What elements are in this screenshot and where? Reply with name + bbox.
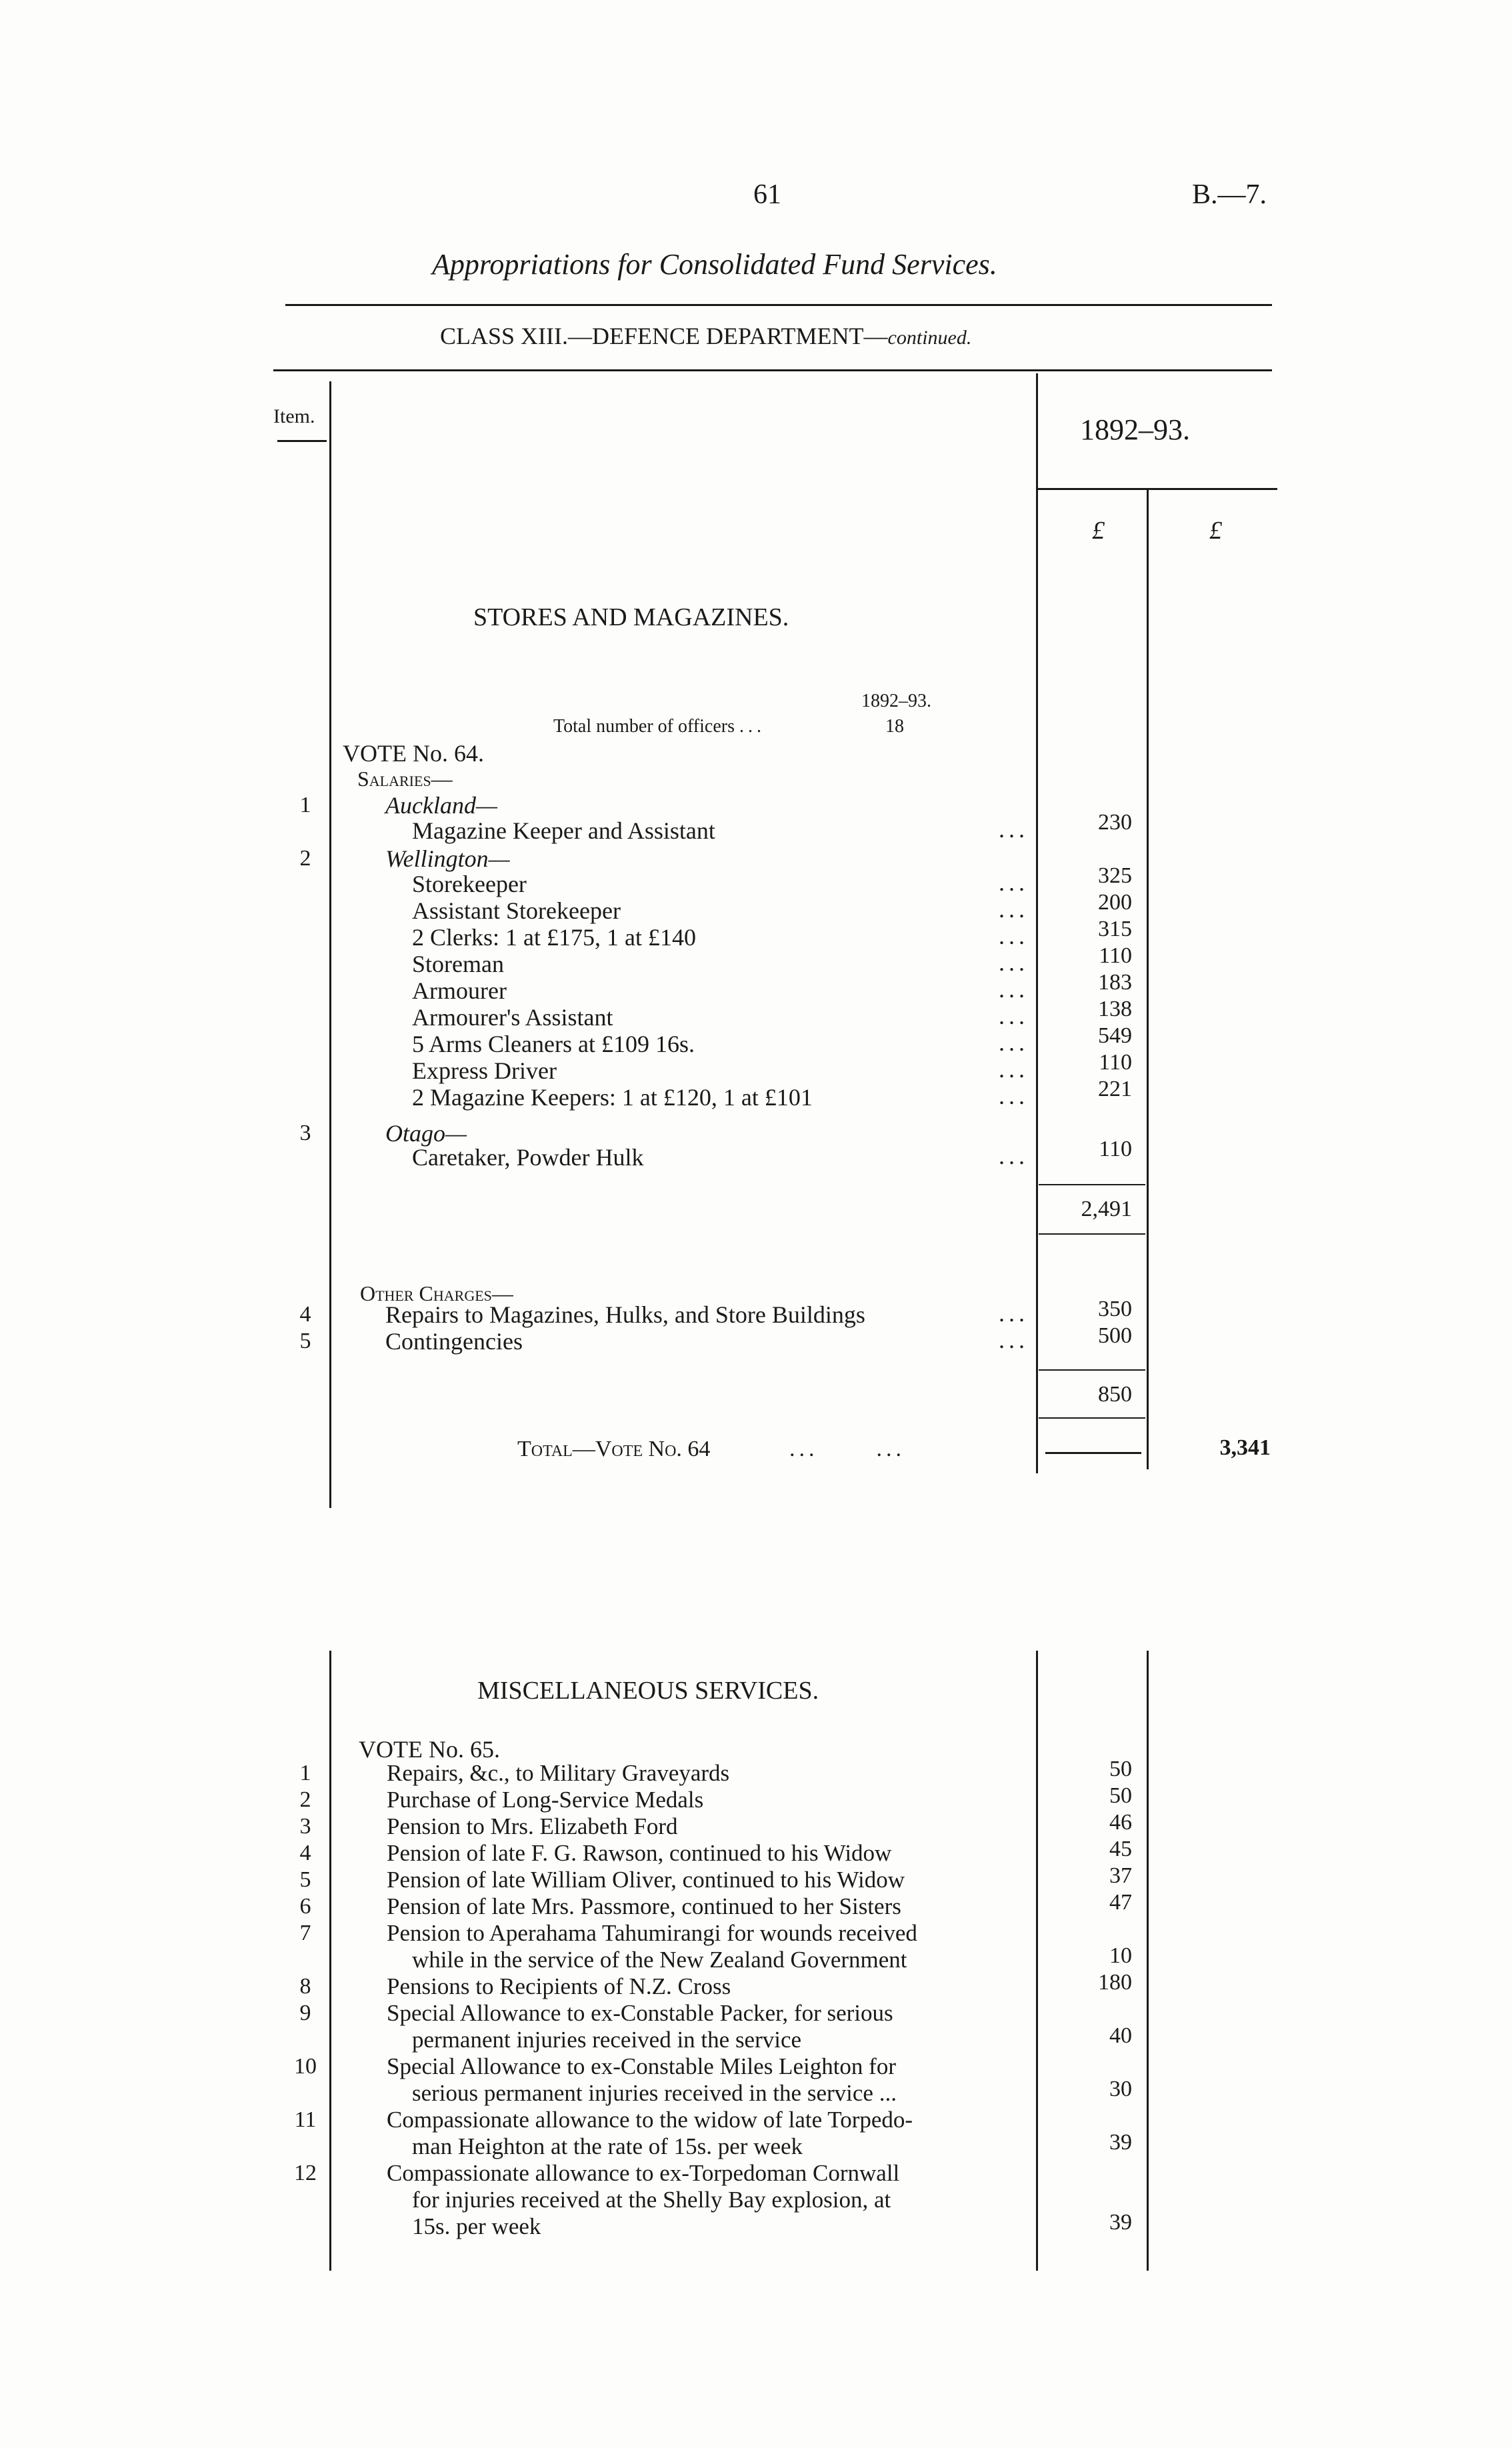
vote-64-total-rule [1045,1452,1141,1454]
other-charges-heading: Other Charges— [360,1281,513,1305]
misc-row-line: Pension to Mrs. Elizabeth Ford [387,1813,678,1839]
stores-item-number: 2 [299,846,311,871]
other-row-leader: ... [999,1327,1029,1353]
item-column-rule-top [329,381,331,1508]
vote-64: VOTE No. 64. [343,740,484,767]
misc-item-number: 6 [299,1894,311,1919]
stores-row-amount: 230 [1098,810,1132,835]
stores-row-label: Storekeeper [412,871,527,897]
stores-row-amount: 110 [1099,1050,1132,1075]
stores-row-label: Caretaker, Powder Hulk [412,1144,644,1171]
stores-row-label: 2 Clerks: 1 at £175, 1 at £140 [412,924,696,951]
stores-row-leader: ... [999,896,1029,923]
stores-row-leader: ... [999,949,1029,976]
other-row-label: Contingencies [385,1328,523,1355]
stores-row-amount: 200 [1098,890,1132,915]
misc-row-line: Pensions to Recipients of N.Z. Cross [387,1973,731,1999]
item-header-rule [277,440,327,442]
title-rule [285,304,1272,306]
stores-heading: STORES AND MAGAZINES. [473,603,789,631]
misc-item-number: 1 [299,1761,311,1785]
misc-item-number: 12 [294,2161,317,2185]
class-title [440,323,971,351]
misc-row-line: Pension of late F. G. Rawson, continued to his Widow [387,1840,892,1866]
document-reference: B.—7. [1192,179,1267,210]
other-subtotal: 850 [1098,1382,1132,1407]
page-number: 61 [753,179,781,210]
page-title: Appropriations for Consolidated Fund Services. [432,248,997,281]
misc-row-line: for injuries received at the Shelly Bay explosion, at [412,2187,891,2213]
year-column-header: 1892–93. [1080,413,1190,446]
misc-row-line: Pension of late William Oliver, continued to his Widow [387,1867,905,1893]
misc-item-number: 11 [294,2107,317,2132]
vote-64-total-label [517,1436,905,1463]
misc-item-number: 5 [299,1867,311,1892]
salaries-heading: Salaries— [357,767,453,791]
misc-row-line: man Heighton at the rate of 15s. per week [412,2133,803,2159]
officers-count: 18 [885,716,904,737]
pound-column-header-1: £ [1092,517,1105,545]
officers-leader: ... [739,716,765,737]
stores-row-leader: ... [999,923,1029,949]
stores-row-leader: ... [999,1056,1029,1083]
vote-64-total-amount: 3,341 [1219,1435,1271,1460]
item-column-rule-bottom [329,1651,331,2271]
region-auckland: Auckland— [385,792,497,819]
misc-row-amount: 40 [1109,2023,1132,2048]
misc-row-amount: 47 [1109,1890,1132,1915]
other-subtotal-rule-bottom [1039,1417,1145,1419]
misc-row-line: 15s. per week [412,2213,541,2239]
vote-64-total-leader: ... ... [789,1437,905,1461]
misc-heading: MISCELLANEOUS SERVICES. [477,1677,819,1705]
stores-row-label: 5 Arms Cleaners at £109 16s. [412,1031,695,1057]
year-header-rule [1037,488,1277,490]
stores-row-amount: 549 [1098,1023,1132,1048]
misc-row-amount: 45 [1109,1837,1132,1861]
stores-row-leader: ... [999,1083,1029,1109]
misc-row-line: Special Allowance to ex-Constable Packer, for serious [387,2000,893,2026]
misc-row-amount: 39 [1109,2210,1132,2235]
stores-row-label: 2 Magazine Keepers: 1 at £120, 1 at £101 [412,1084,813,1111]
stores-row-label: Assistant Storekeeper [412,897,621,924]
stores-row-amount: 138 [1098,997,1132,1021]
other-row-label: Repairs to Magazines, Hulks, and Store Buildings [385,1301,865,1328]
misc-row-line: permanent injuries received in the service [412,2027,802,2053]
class-title-text: CLASS XIII.—DEFENCE DEPARTMENT— [440,323,888,349]
total-column-rule-top [1147,489,1149,1469]
stores-row-leader: ... [999,816,1029,843]
misc-row-line: Purchase of Long-Service Medals [387,1787,704,1813]
misc-item-number: 2 [299,1787,311,1812]
region-wellington: Wellington— [385,845,510,872]
stores-row-label: Storeman [412,951,504,977]
stores-row-label: Armourer's Assistant [412,1004,613,1031]
salaries-subtotal: 2,491 [1081,1197,1132,1221]
stores-row-leader: ... [999,1029,1029,1056]
misc-item-number: 10 [294,2054,317,2079]
misc-item-number: 8 [299,1974,311,1999]
class-rule [273,369,1272,371]
class-title-suffix: continued. [887,327,972,349]
misc-row-amount: 50 [1109,1757,1132,1781]
misc-row-amount: 46 [1109,1810,1132,1835]
other-item-number: 4 [299,1302,311,1327]
stores-row-leader: ... [999,869,1029,896]
other-subtotal-rule-top [1039,1369,1145,1371]
misc-row-line: Pension of late Mrs. Passmore, continued to her Sisters [387,1893,901,1919]
total-column-rule-bottom [1147,1651,1149,2271]
stores-item-number: 1 [299,793,311,817]
misc-item-number: 3 [299,1814,311,1839]
item-column-header: Item. [273,405,315,427]
misc-row-line: Pension to Aperahama Tahumirangi for wounds received [387,1920,917,1946]
misc-row-amount: 50 [1109,1783,1132,1808]
stores-row-amount: 325 [1098,863,1132,888]
stores-row-amount: 221 [1098,1077,1132,1101]
stores-row-label: Magazine Keeper and Assistant [412,817,715,844]
officers-year: 1892–93. [861,691,931,711]
region-otago: Otago— [385,1120,467,1147]
other-item-number: 5 [299,1329,311,1353]
other-row-leader: ... [999,1300,1029,1327]
misc-row-line: Compassionate allowance to the widow of late Torpedo- [387,2107,913,2133]
salaries-subtotal-rule-bottom [1039,1233,1145,1235]
vote-65: VOTE No. 65. [359,1736,500,1763]
stores-row-leader: ... [999,976,1029,1003]
stores-row-amount: 315 [1098,917,1132,941]
misc-row-line: while in the service of the New Zealand Government [412,1947,907,1973]
stores-row-amount: 183 [1098,970,1132,995]
misc-item-number: 9 [299,2001,311,2025]
stores-row-amount: 110 [1099,1137,1132,1161]
misc-row-amount: 10 [1109,1943,1132,1968]
misc-row-line: serious permanent injuries received in the service ... [412,2080,897,2106]
misc-row-line: Special Allowance to ex-Constable Miles Leighton for [387,2053,896,2079]
stores-item-number: 3 [299,1121,311,1145]
pound-column-header-2: £ [1209,517,1222,545]
other-row-amount: 350 [1098,1297,1132,1321]
misc-row-line: Repairs, &c., to Military Graveyards [387,1760,730,1786]
stores-row-amount: 110 [1099,943,1132,968]
salaries-subtotal-rule-top [1039,1184,1145,1185]
officers-label [553,716,765,737]
stores-row-leader: ... [999,1143,1029,1169]
vote-64-total-text: Total—Vote No. 64 [517,1437,711,1461]
stores-row-label: Armourer [412,977,507,1004]
misc-row-line: Compassionate allowance to ex-Torpedoman Cornwall [387,2160,900,2186]
misc-row-amount: 180 [1098,1970,1132,1995]
misc-row-amount: 37 [1109,1863,1132,1888]
misc-item-number: 4 [299,1841,311,1865]
officers-label-text: Total number of officers [553,716,735,737]
stores-row-label: Express Driver [412,1057,557,1084]
misc-item-number: 7 [299,1921,311,1945]
misc-row-amount: 39 [1109,2130,1132,2155]
other-row-amount: 500 [1098,1323,1132,1348]
misc-row-amount: 30 [1109,2077,1132,2101]
stores-row-leader: ... [999,1003,1029,1029]
